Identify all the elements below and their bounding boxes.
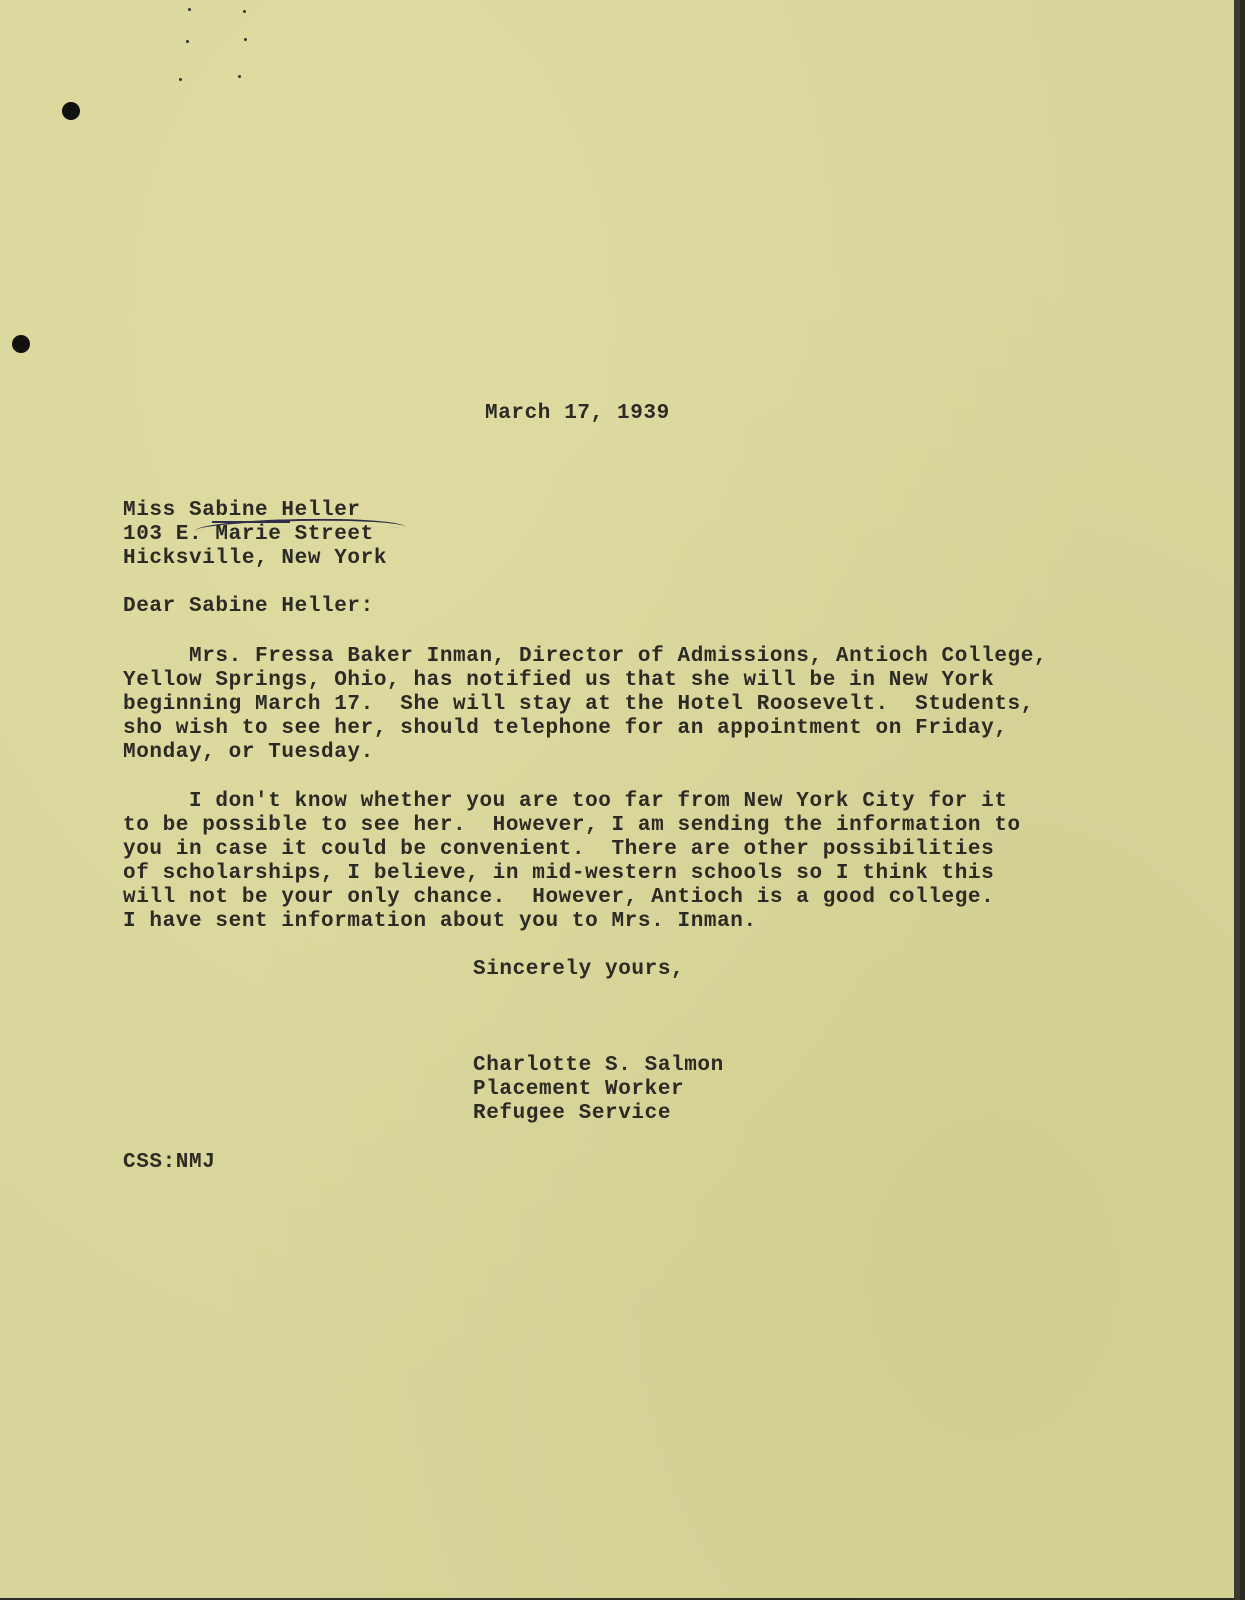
signature-organization: Refugee Service bbox=[473, 1102, 672, 1125]
paragraph2-line: will not be your only chance. However, Antioch is a good college. bbox=[123, 886, 995, 909]
paragraph2-line: I don't know whether you are too far from New York City for it bbox=[123, 790, 1008, 813]
paragraph2-line: you in case it could be convenient. There are other possibilities bbox=[123, 838, 995, 861]
paper-speck bbox=[186, 40, 189, 43]
paper-speck bbox=[238, 75, 241, 78]
paragraph2-line: of scholarships, I believe, in mid-western schools so I think this bbox=[123, 862, 995, 885]
paper-speck bbox=[243, 10, 246, 13]
paper-speck bbox=[244, 38, 247, 41]
recipient-city: Hicksville, New York bbox=[123, 547, 388, 570]
letter-date: March 17, 1939 bbox=[485, 402, 670, 425]
closing: Sincerely yours, bbox=[473, 958, 685, 981]
paragraph1-line: sho wish to see her, should telephone for an appointment on Friday, bbox=[123, 717, 1008, 740]
punch-hole-middle bbox=[12, 335, 30, 353]
paragraph1-line: Yellow Springs, Ohio, has notified us that she will be in New York bbox=[123, 669, 995, 692]
paragraph2-line: to be possible to see her. However, I am sending the information to bbox=[123, 814, 1021, 837]
paragraph1-line: beginning March 17. She will stay at the Hotel Roosevelt. Students, bbox=[123, 693, 1034, 716]
paragraph2-line: I have sent information about you to Mrs. Inman. bbox=[123, 910, 757, 933]
paper-speck bbox=[179, 78, 182, 81]
recipient-street: 103 E. Marie Street bbox=[123, 523, 374, 546]
signature-title: Placement Worker bbox=[473, 1078, 685, 1101]
signature-name: Charlotte S. Salmon bbox=[473, 1054, 724, 1077]
punch-hole-top bbox=[62, 102, 80, 120]
page-edge-shadow bbox=[1234, 0, 1240, 1600]
salutation: Dear Sabine Heller: bbox=[123, 595, 374, 618]
paper-speck bbox=[188, 8, 191, 11]
recipient-name: Miss Sabine Heller bbox=[123, 499, 361, 522]
paragraph1-line: Monday, or Tuesday. bbox=[123, 741, 374, 764]
paragraph1-line: Mrs. Fressa Baker Inman, Director of Admissions, Antioch College, bbox=[123, 645, 1048, 668]
reference-initials: CSS:NMJ bbox=[123, 1151, 216, 1174]
